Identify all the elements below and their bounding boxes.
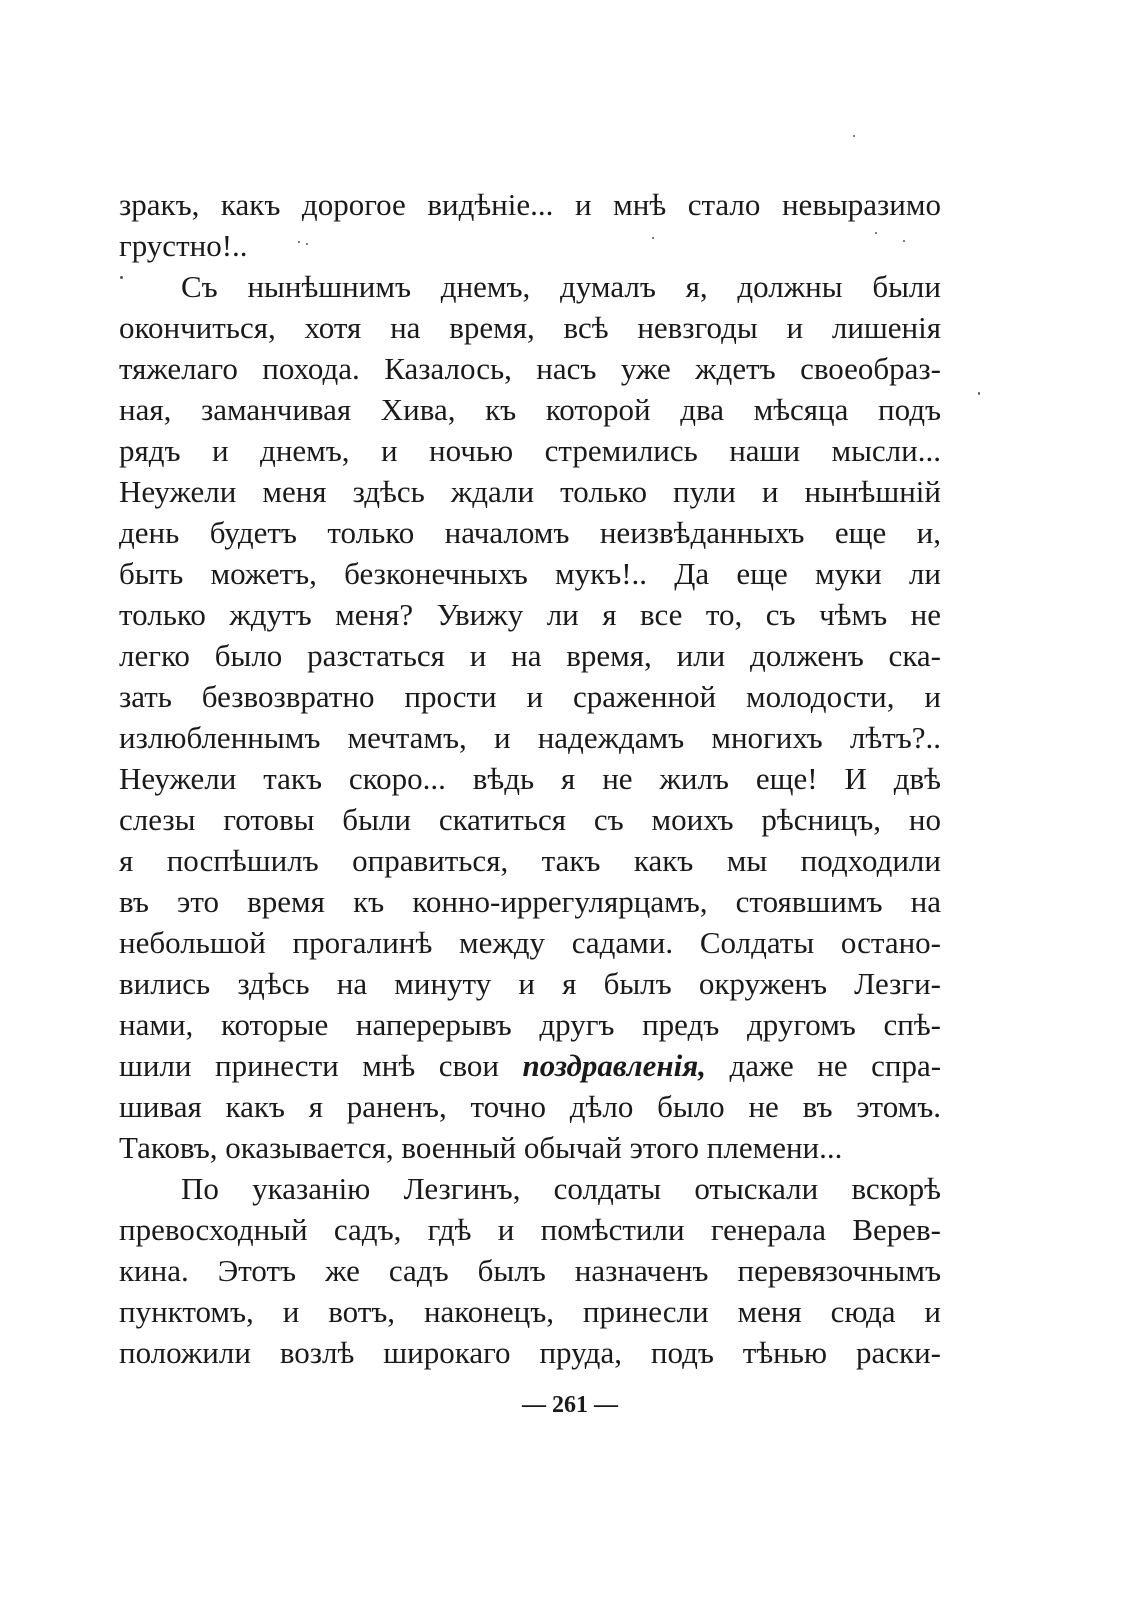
text-line: быть можетъ, безконечныхъ мукъ!.. Да еще муки ли	[119, 556, 941, 591]
text-line: вились здѣсь на минуту и я былъ окруженъ Лезги-	[119, 966, 941, 1001]
text-line: въ это время къ конно-иррегулярцамъ, стоявшимъ на	[119, 884, 941, 919]
text-line: кина. Этотъ же садъ былъ назначенъ перевязочнымъ	[119, 1253, 941, 1288]
text-line: превосходный садъ, гдѣ и помѣстили генерала Верев-	[119, 1212, 941, 1247]
text-line: день будетъ только началомъ неизвѣданныхъ еще и,	[119, 515, 941, 550]
ink-speck	[853, 135, 855, 137]
paragraph-start-line: По указанію Лезгинъ, солдаты отыскали вскорѣ	[181, 1171, 941, 1206]
ink-speck	[978, 392, 980, 395]
text-line: небольшой прогалинѣ между садами. Солдаты остано-	[119, 925, 941, 960]
text-line: рядъ и днемъ, и ночью стремились наши мысли...	[119, 433, 941, 468]
text-line: зать безвозвратно прости и сраженной молодости, и	[119, 679, 941, 714]
text-run: шили принести мнѣ свои	[119, 1048, 499, 1083]
text-line: слезы готовы были скатиться съ моихъ рѣсницъ, но	[119, 802, 941, 837]
text-line: окончиться, хотя на время, всѣ невзгоды и лишенія	[119, 310, 941, 345]
text-line: легко было разстаться и на время, или долженъ ска-	[119, 638, 941, 673]
emphasized-word: поздравленія,	[522, 1048, 706, 1083]
body-text	[119, 184, 941, 1373]
text-line: Неужели такъ скоро... вѣдь я не жилъ еще! И двѣ	[119, 761, 941, 796]
text-line: шивая какъ я раненъ, точно дѣло было не въ этомъ.	[119, 1089, 941, 1124]
text-line: тяжелаго похода. Казалось, насъ уже ждетъ своеобраз-	[119, 351, 941, 386]
text-line: зракъ, какъ дорогое видѣніе... и мнѣ стало невыразимо	[119, 187, 941, 222]
text-line: Неужели меня здѣсь ждали только пули и нынѣшній	[119, 474, 941, 509]
text-line: Таковъ, оказывается, военный обычай этого племени...	[119, 1130, 843, 1165]
text-line: я поспѣшилъ оправиться, такъ какъ мы подходили	[119, 843, 941, 878]
paragraph-start-line: Съ нынѣшнимъ днемъ, думалъ я, должны были	[181, 269, 941, 304]
text-line: пунктомъ, и вотъ, наконецъ, принесли меня сюда и	[119, 1294, 941, 1329]
page-number: — 261 —	[522, 1392, 618, 1418]
text-line: положили возлѣ широкаго пруда, подъ тѣнью раски-	[119, 1335, 941, 1370]
text-run: даже не спра-	[729, 1048, 941, 1083]
text-line: грустно!..	[119, 228, 248, 263]
text-line: нами, которые наперерывъ другъ предъ другомъ спѣ-	[119, 1007, 941, 1042]
text-line-with-emphasis	[119, 1045, 941, 1086]
text-line: ная, заманчивая Хива, къ которой два мѣсяца подъ	[119, 392, 941, 427]
text-line: излюбленнымъ мечтамъ, и надеждамъ многихъ лѣтъ?..	[119, 720, 941, 755]
text-line: только ждутъ меня? Увижу ли я все то, съ чѣмъ не	[119, 597, 941, 632]
